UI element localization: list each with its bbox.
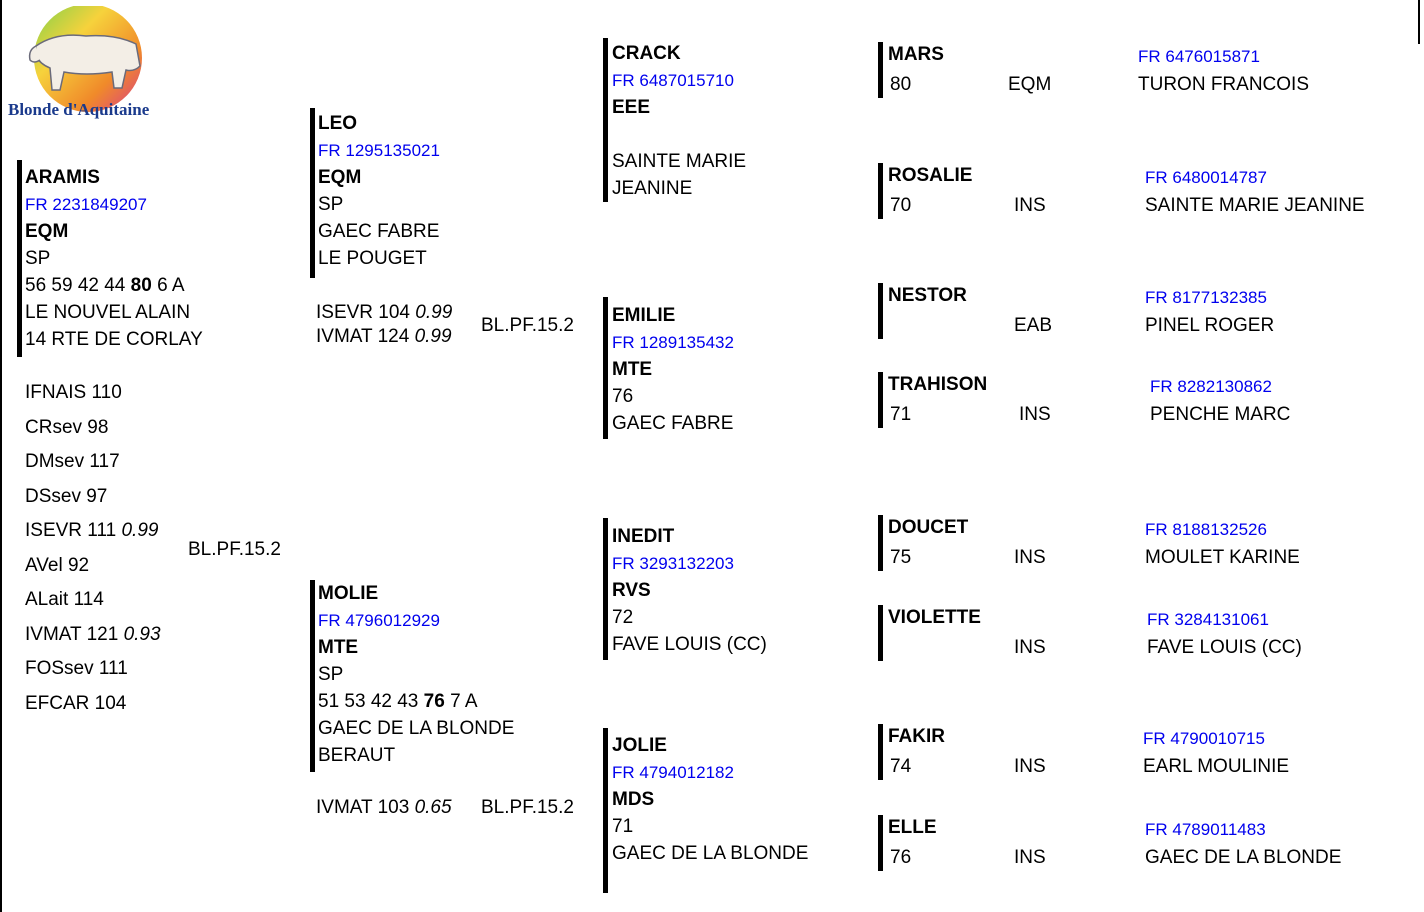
sire-name: LEO bbox=[318, 113, 358, 134]
subject-bl: BL.PF.15.2 bbox=[188, 539, 281, 560]
great-grandparent-bar bbox=[878, 372, 883, 428]
great-grandparent-bar bbox=[878, 163, 883, 219]
great-grandparent-bar bbox=[878, 815, 883, 871]
great-grandparent-owner: PENCHE MARC bbox=[1150, 404, 1291, 425]
page-border-right bbox=[1418, 0, 1420, 44]
index-item: CRsev 98 bbox=[25, 416, 109, 438]
great-grandparent-score: 80 bbox=[890, 74, 912, 95]
subject-line4: SP bbox=[25, 248, 51, 269]
subject-block bbox=[25, 164, 203, 353]
great-grandparent-code: INS bbox=[1014, 756, 1046, 777]
sire-line4: SP bbox=[318, 194, 344, 215]
great-grandparent-owner: SAINTE MARIE JEANINE bbox=[1145, 195, 1365, 216]
grandparent-block: INEDIT FR 3293132203 RVS 72 FAVE LOUIS (CC) bbox=[612, 526, 767, 655]
great-grandparent-name: ELLE bbox=[888, 817, 937, 838]
great-grandparent-id: FR 4790010715 bbox=[1143, 729, 1265, 748]
great-grandparent-code: INS bbox=[1014, 547, 1046, 568]
great-grandparent-score: 71 bbox=[890, 404, 912, 425]
great-grandparent-id: FR 8282130862 bbox=[1150, 377, 1272, 396]
index-item: ISEVR 111 0.99 bbox=[25, 520, 159, 541]
sire-bar bbox=[310, 108, 315, 278]
sire-place: LE POUGET bbox=[318, 248, 427, 269]
great-grandparent-bar bbox=[878, 724, 883, 780]
great-grandparent-code: EAB bbox=[1014, 315, 1053, 336]
sire-bl: BL.PF.15.2 bbox=[481, 315, 574, 336]
index-item: DMsev 117 bbox=[25, 451, 120, 472]
great-grandparent-name: MARS bbox=[888, 44, 944, 65]
subject-id: FR 2231849207 bbox=[25, 195, 147, 214]
page-border-left bbox=[0, 0, 2, 912]
great-grandparent-code: INS bbox=[1019, 404, 1051, 425]
dam-index: IVMAT 103 0.65 bbox=[316, 797, 452, 818]
great-grandparent-score: 70 bbox=[890, 195, 912, 216]
great-grandparent-owner: PINEL ROGER bbox=[1145, 315, 1275, 336]
grandparent-block: CRACK FR 6487015710 EEE SAINTE MARIE JEANINE bbox=[612, 43, 747, 199]
index-item: AVel 92 bbox=[25, 554, 90, 576]
sire-owner: GAEC FABRE bbox=[318, 221, 440, 242]
dam-scores: 51 53 42 43 76 7 A bbox=[318, 691, 478, 712]
great-grandparent-id: FR 8177132385 bbox=[1145, 288, 1267, 307]
dam-place: BERAUT bbox=[318, 745, 396, 766]
subject-address: 14 RTE DE CORLAY bbox=[25, 329, 203, 350]
logo-text: Blonde d'Aquitaine bbox=[8, 100, 150, 119]
dam-id: FR 4796012929 bbox=[318, 611, 440, 630]
great-grandparent-owner: MOULET KARINE bbox=[1145, 547, 1300, 568]
index-item: FOSsev 111 bbox=[25, 658, 128, 679]
great-grandparent-name: NESTOR bbox=[888, 285, 967, 306]
subject-scores: 56 59 42 44 80 6 A bbox=[25, 275, 185, 296]
index-item: DSsev 97 bbox=[25, 485, 108, 507]
great-grandparent-bar bbox=[878, 605, 883, 661]
sire-code: EQM bbox=[318, 167, 362, 188]
dam-block bbox=[318, 580, 514, 769]
dam-bar bbox=[310, 580, 315, 772]
grandparent-bar bbox=[603, 728, 608, 893]
index-item: IVMAT 121 0.93 bbox=[25, 623, 161, 645]
great-grandparent-id: FR 6480014787 bbox=[1145, 168, 1267, 187]
great-grandparent-name: TRAHISON bbox=[888, 374, 988, 395]
great-grandparent-owner: EARL MOULINIE bbox=[1143, 756, 1290, 777]
grandparent-bar bbox=[603, 297, 608, 439]
great-grandparent-code: INS bbox=[1014, 195, 1046, 216]
grandparent-bar bbox=[603, 518, 608, 660]
great-grandparent-code: INS bbox=[1014, 637, 1046, 658]
great-grandparent-id: FR 6476015871 bbox=[1138, 47, 1260, 66]
dam-bl: BL.PF.15.2 bbox=[481, 797, 574, 818]
subject-code: EQM bbox=[25, 221, 69, 242]
index-item: EFCAR 104 bbox=[25, 692, 127, 714]
subject-bar bbox=[17, 160, 22, 357]
great-grandparent-name: FAKIR bbox=[888, 726, 945, 747]
great-grandparent-score: 76 bbox=[890, 847, 912, 868]
subject-name: ARAMIS bbox=[25, 167, 100, 188]
great-grandparent-owner: GAEC DE LA BLONDE bbox=[1145, 847, 1342, 868]
great-grandparent-bar bbox=[878, 283, 883, 339]
dam-line4: SP bbox=[318, 664, 344, 685]
great-grandparent-id: FR 4789011483 bbox=[1145, 820, 1266, 839]
great-grandparent-score: 74 bbox=[890, 756, 912, 777]
subject-indexes bbox=[25, 376, 161, 721]
great-grandparent-id: FR 8188132526 bbox=[1145, 520, 1267, 539]
great-grandparent-owner: FAVE LOUIS (CC) bbox=[1147, 637, 1302, 658]
index-item: ALait 114 bbox=[25, 589, 104, 610]
great-grandparent-name: ROSALIE bbox=[888, 165, 973, 186]
subject-owner: LE NOUVEL ALAIN bbox=[25, 302, 191, 323]
great-grandparent-bar bbox=[878, 42, 883, 98]
great-grandparent-name: DOUCET bbox=[888, 517, 969, 538]
sire-id: FR 1295135021 bbox=[318, 141, 440, 160]
grandparent-block: JOLIE FR 4794012182 MDS 71 GAEC DE LA BLONDE bbox=[612, 735, 809, 864]
sire-block bbox=[318, 110, 440, 272]
great-grandparent-score: 75 bbox=[890, 547, 912, 568]
grandparent-bar bbox=[603, 38, 608, 202]
dam-code: MTE bbox=[318, 637, 359, 658]
great-grandparent-name: VIOLETTE bbox=[888, 607, 981, 628]
dam-name: MOLIE bbox=[318, 583, 379, 604]
grandparent-block: EMILIE FR 1289135432 MTE 76 GAEC FABRE bbox=[612, 305, 734, 434]
great-grandparent-code: EQM bbox=[1008, 74, 1052, 95]
great-grandparent-code: INS bbox=[1014, 847, 1046, 868]
great-grandparent-owner: TURON FRANCOIS bbox=[1138, 74, 1309, 95]
dam-owner: GAEC DE LA BLONDE bbox=[318, 718, 515, 739]
index-item: IFNAIS 110 bbox=[25, 382, 122, 403]
sire-indexes: ISEVR 104 0.99 IVMAT 124 0.99 bbox=[316, 302, 453, 347]
great-grandparent-bar bbox=[878, 515, 883, 571]
great-grandparent-id: FR 3284131061 bbox=[1147, 610, 1269, 629]
